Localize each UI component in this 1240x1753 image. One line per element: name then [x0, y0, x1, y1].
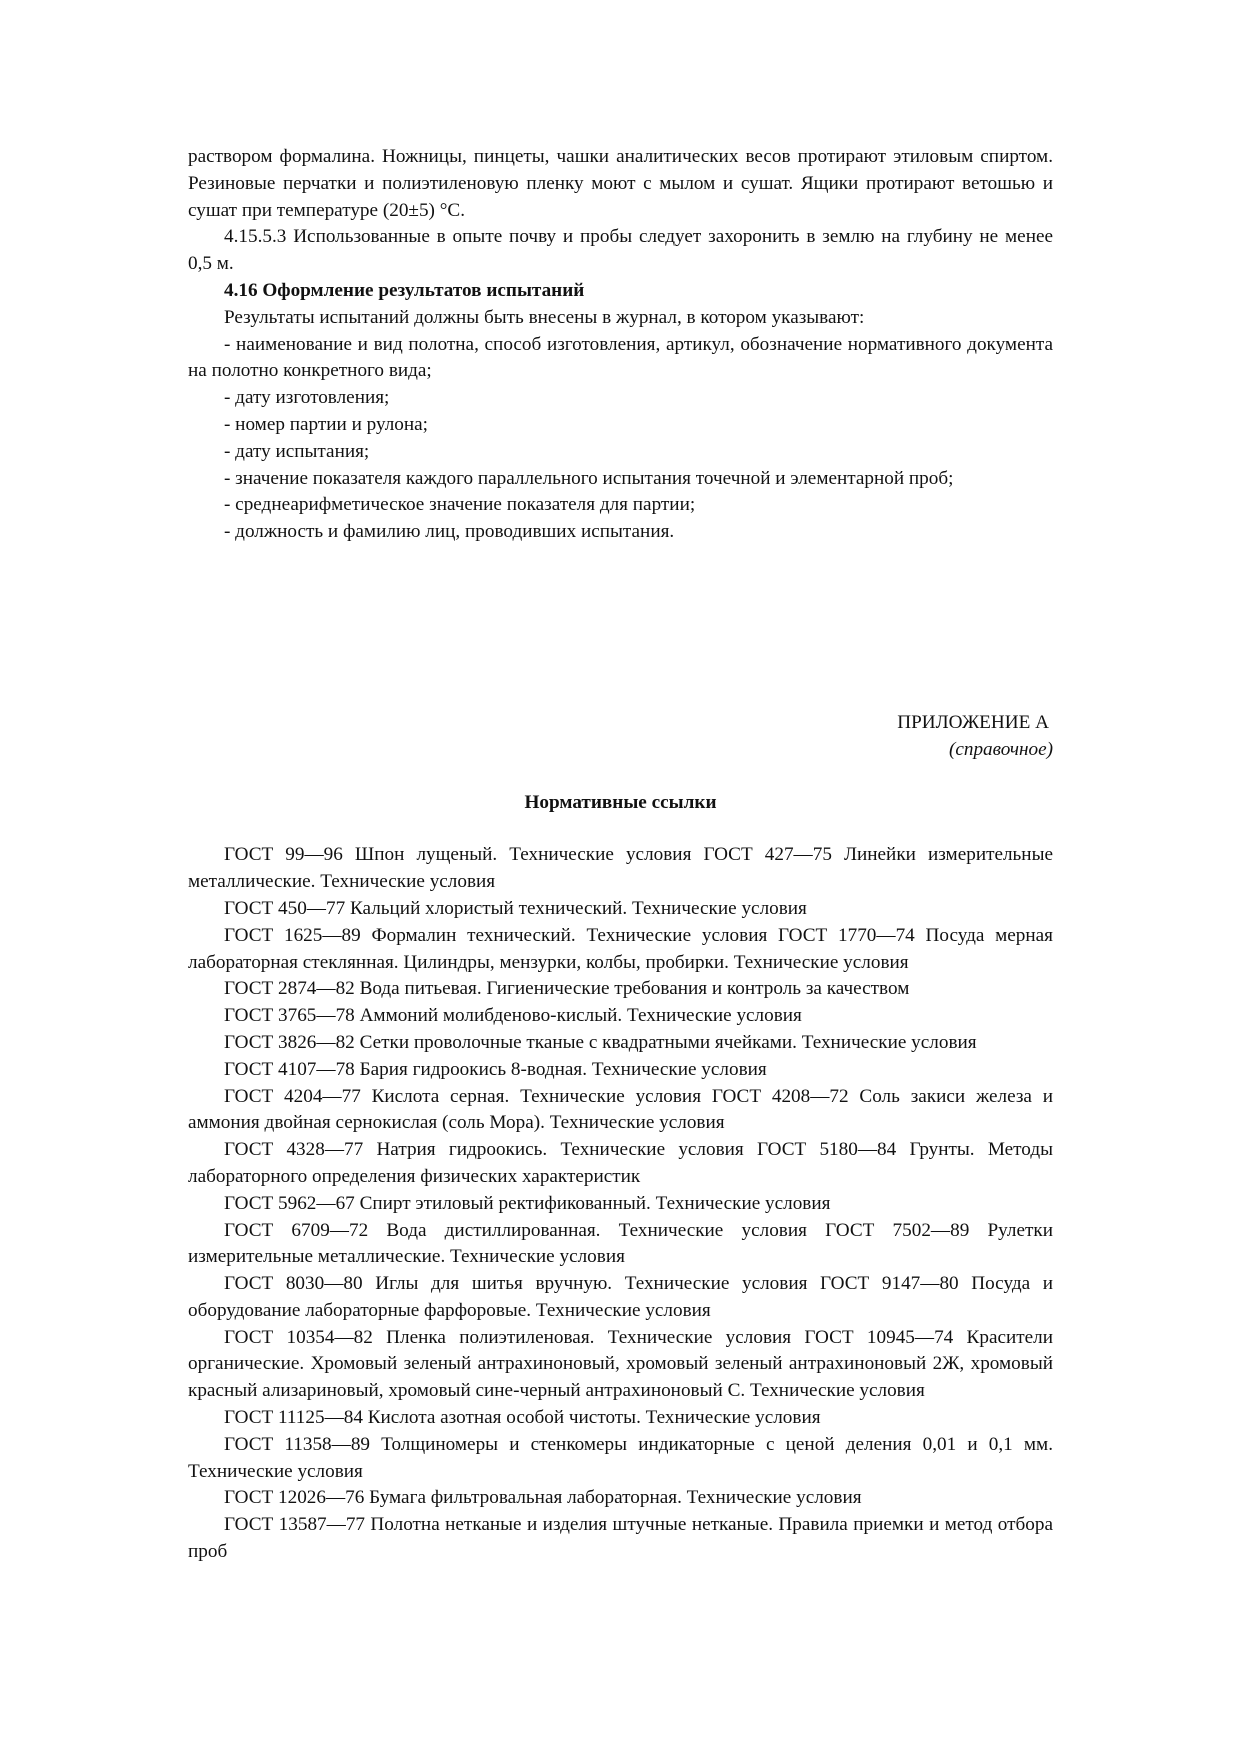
reference-item: ГОСТ 4107—78 Бария гидроокись 8-водная. Технические условия	[224, 1058, 767, 1080]
list-item: - дату испытания;	[224, 440, 370, 462]
section-heading-4-16: 4.16 Оформление результатов испытаний	[224, 279, 585, 301]
reference-item: ГОСТ 11125—84 Кислота азотная особой чистоты. Технические условия	[224, 1407, 821, 1429]
list-item: - номер партии и рулона;	[224, 413, 429, 435]
reference-item: ГОСТ 11358—89 Толщиномеры и стенкомеры индикаторные с ценой деления 0,01 и 0,1 мм. Технические условия	[188, 1433, 1053, 1482]
reference-item: ГОСТ 2874—82 Вода питьевая. Гигиенические требования и контроль за качеством	[224, 978, 910, 1000]
appendix-subtitle: (справочное)	[948, 738, 1053, 760]
results-list	[188, 332, 1053, 546]
reference-item: ГОСТ 12026—76 Бумага фильтровальная лабораторная. Технические условия	[224, 1487, 862, 1509]
reference-item: ГОСТ 6709—72 Вода дистиллированная. Технические условия ГОСТ 7502—89 Рулетки измерительные металлические. Технические условия	[188, 1219, 1053, 1268]
reference-item: ГОСТ 4328—77 Натрия гидроокись. Технические условия ГОСТ 5180—84 Грунты. Методы лабораторного определения физических характеристик	[188, 1139, 1053, 1187]
reference-item: ГОСТ 99—96 Шпон лущеный. Технические условия ГОСТ 427—75 Линейки измерительные металлические. Технические условия	[188, 844, 1053, 893]
list-item: - наименование и вид полотна, способ изготовления, артикул, обозначение нормативного документа на полотно конкретного вида;	[188, 333, 1053, 382]
list-item: - дату изготовления;	[224, 387, 390, 409]
references-heading: Нормативные ссылки	[524, 791, 717, 813]
document-page	[188, 144, 1053, 1566]
references-list	[188, 842, 1053, 1566]
list-item: - значение показателя каждого параллельного испытания точечной и элементарной проб;	[224, 467, 954, 489]
reference-item: ГОСТ 1625—89 Формалин технический. Технические условия ГОСТ 1770—74 Посуда мерная лабораторная стеклянная. Цилиндры, мензурки, колбы, пробирки. Технические условия	[188, 924, 1053, 973]
reference-item: ГОСТ 450—77 Кальций хлористый технический. Технические условия	[224, 897, 807, 919]
reference-item: ГОСТ 13587—77 Полотна нетканые и изделия штучные нетканые. Правила приемки и метод отбора проб	[188, 1514, 1053, 1563]
list-item: - должность и фамилию лиц, проводивших испытания.	[224, 521, 675, 543]
reference-item: ГОСТ 8030—80 Иглы для шитья вручную. Технические условия ГОСТ 9147—80 Посуда и оборудование лабораторные фарфоровые. Технические условия	[188, 1273, 1053, 1321]
reference-item: ГОСТ 4204—77 Кислота серная. Технические условия ГОСТ 4208—72 Соль закиси железа и аммония двойная сернокислая (соль Мора). Технические условия	[188, 1085, 1053, 1134]
clause-4-15-5-3: 4.15.5.3 Использованные в опыте почву и пробы следует захоронить в землю на глубину не менее 0,5 м.	[188, 226, 1053, 275]
reference-item: ГОСТ 3765—78 Аммоний молибденово-кислый. Технические условия	[224, 1005, 802, 1027]
reference-item: ГОСТ 10354—82 Пленка полиэтиленовая. Технические условия ГОСТ 10945—74 Красители органические. Хромовый зеленый антрахиноновый, хромовый зеленый антрахиноновый 2Ж, хромовый красный ализариновый, хромовый сине-черный антрахиноновый С. Технические условия	[188, 1326, 1053, 1402]
appendix-title: ПРИЛОЖЕНИЕ А	[897, 711, 1049, 733]
paragraph-continuation: раствором формалина. Ножницы, пинцеты, чашки аналитических весов протирают этиловым спиртом. Резиновые перчатки и полиэтиленовую пленку моют с мылом и сушат. Ящики протирают ветошью и сушат при температуре (20±5) °С.	[188, 146, 1053, 221]
blank-space	[188, 546, 1053, 710]
list-item: - среднеарифметическое значение показателя для партии;	[224, 494, 696, 516]
reference-item: ГОСТ 3826—82 Сетки проволочные тканые с квадратными ячейками. Технические условия	[224, 1031, 977, 1053]
reference-item: ГОСТ 5962—67 Спирт этиловый ректификованный. Технические условия	[224, 1192, 831, 1214]
results-intro: Результаты испытаний должны быть внесены в журнал, в котором указывают:	[224, 306, 865, 328]
